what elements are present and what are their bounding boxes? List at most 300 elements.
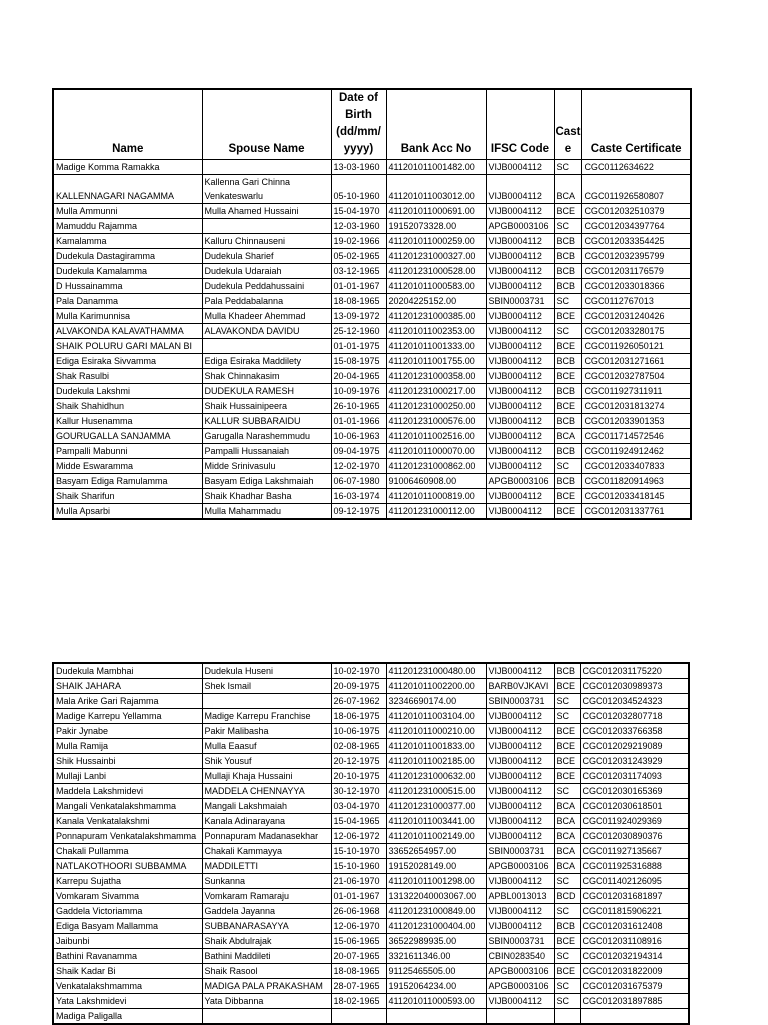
cell-spouse-name	[202, 339, 331, 354]
cell-date-of-birth: 01-01-1967	[331, 279, 386, 294]
cell-date-of-birth: 10-02-1970	[331, 663, 386, 679]
cell-name: Midde Eswaramma	[53, 459, 202, 474]
cell-date-of-birth: 25-12-1960	[331, 324, 386, 339]
cell-caste: BCE	[554, 489, 582, 504]
cell-bank-acc-no: 33652654957.00	[386, 844, 486, 859]
cell-date-of-birth: 09-04-1975	[331, 444, 386, 459]
cell-caste: BCE	[554, 204, 582, 219]
beneficiary-table-1	[52, 88, 692, 520]
cell-caste: BCA	[554, 859, 580, 874]
cell-caste-certificate: CGC012031108916	[580, 934, 689, 949]
cell-date-of-birth: 12-02-1970	[331, 459, 386, 474]
cell-name: Yata Lakshmidevi	[53, 994, 202, 1009]
table-row	[53, 264, 691, 279]
cell-ifsc-code: VIJB0004112	[486, 309, 554, 324]
cell-caste: BCA	[554, 844, 580, 859]
cell-bank-acc-no: 411201231000849.00	[386, 904, 486, 919]
cell-spouse-name	[202, 160, 331, 175]
cell-name: Madige Komma Ramakka	[53, 160, 202, 175]
cell-bank-acc-no: 411201231000250.00	[386, 399, 486, 414]
cell-ifsc-code: APGB0003106	[486, 474, 554, 489]
cell-name: Mulla Apsarbi	[53, 504, 202, 520]
cell-spouse-name: Kalluru Chinnauseni	[202, 234, 331, 249]
table-row	[53, 369, 691, 384]
cell-caste-certificate: CGC011926050121	[582, 339, 691, 354]
cell-ifsc-code: APBL0013013	[486, 889, 554, 904]
cell-spouse-name: Shak Chinnakasim	[202, 369, 331, 384]
table-row	[53, 459, 691, 474]
table-row	[53, 399, 691, 414]
cell-caste-certificate: CGC012033766358	[580, 724, 689, 739]
cell-ifsc-code: CBIN0283540	[486, 949, 554, 964]
cell-caste: SC	[554, 694, 580, 709]
cell-date-of-birth: 05-10-1960	[331, 175, 386, 204]
cell-caste-certificate: CGC011714572546	[582, 429, 691, 444]
cell-date-of-birth: 01-01-1967	[331, 889, 386, 904]
cell-caste: SC	[554, 874, 580, 889]
cell-name: Ediga Basyam Mallamma	[53, 919, 202, 934]
cell-name: KALLENNAGARI NAGAMMA	[53, 175, 202, 204]
cell-spouse-name: Basyam Ediga Lakshmaiah	[202, 474, 331, 489]
cell-caste-certificate	[580, 1009, 689, 1025]
cell-date-of-birth: 01-01-1975	[331, 339, 386, 354]
table-row	[53, 234, 691, 249]
cell-name: Kanala Venkatalakshmi	[53, 814, 202, 829]
cell-date-of-birth: 15-04-1970	[331, 204, 386, 219]
cell-caste-certificate: CGC012032194314	[580, 949, 689, 964]
cell-bank-acc-no: 411201011003012.00	[386, 175, 486, 204]
beneficiary-table-2	[52, 662, 690, 1025]
cell-spouse-name: Shaik Rasool	[202, 964, 331, 979]
cell-ifsc-code: VIJB0004112	[486, 754, 554, 769]
table-header-row	[53, 89, 691, 160]
cell-bank-acc-no: 411201011000070.00	[386, 444, 486, 459]
cell-spouse-name: Shik Yousuf	[202, 754, 331, 769]
cell-bank-acc-no: 411201231000515.00	[386, 784, 486, 799]
table-row	[53, 829, 689, 844]
cell-bank-acc-no: 411201231000480.00	[386, 663, 486, 679]
cell-date-of-birth: 10-09-1976	[331, 384, 386, 399]
cell-ifsc-code: VIJB0004112	[486, 429, 554, 444]
cell-caste-certificate: CGC011820914963	[582, 474, 691, 489]
header-bank-acc-no: Bank Acc No	[386, 89, 486, 160]
cell-ifsc-code	[486, 1009, 554, 1025]
cell-spouse-name: Pampalli Hussanaiah	[202, 444, 331, 459]
cell-spouse-name: Mulla Mahammadu	[202, 504, 331, 520]
cell-bank-acc-no: 3321611346.00	[386, 949, 486, 964]
cell-caste-certificate: CGC012033280175	[582, 324, 691, 339]
cell-date-of-birth: 03-12-1965	[331, 264, 386, 279]
table-row	[53, 204, 691, 219]
cell-caste: BCB	[554, 444, 582, 459]
cell-caste: BCE	[554, 934, 580, 949]
cell-caste: SC	[554, 709, 580, 724]
cell-caste-certificate: CGC011927311911	[582, 384, 691, 399]
cell-date-of-birth: 10-06-1975	[331, 724, 386, 739]
cell-bank-acc-no: 19152064234.00	[386, 979, 486, 994]
cell-caste: BCB	[554, 279, 582, 294]
cell-caste-certificate: CGC0112767013	[582, 294, 691, 309]
cell-name: Maddela Lakshmidevi	[53, 784, 202, 799]
cell-bank-acc-no: 411201231000112.00	[386, 504, 486, 520]
cell-name: SHAIK JAHARA	[53, 679, 202, 694]
cell-date-of-birth: 13-09-1972	[331, 309, 386, 324]
table-row	[53, 754, 689, 769]
table-row	[53, 964, 689, 979]
cell-name: Karrepu Sujatha	[53, 874, 202, 889]
cell-caste-certificate: CGC012031813274	[582, 399, 691, 414]
cell-ifsc-code: VIJB0004112	[486, 249, 554, 264]
cell-bank-acc-no: 411201011000259.00	[386, 234, 486, 249]
table-row	[53, 279, 691, 294]
cell-date-of-birth: 01-01-1966	[331, 414, 386, 429]
cell-name: Pakir Jynabe	[53, 724, 202, 739]
cell-ifsc-code: VIJB0004112	[486, 829, 554, 844]
cell-caste-certificate: CGC012033418145	[582, 489, 691, 504]
cell-caste: BCB	[554, 919, 580, 934]
cell-caste-certificate: CGC012031897885	[580, 994, 689, 1009]
cell-bank-acc-no: 411201231000327.00	[386, 249, 486, 264]
cell-name: Dudekula Kamalamma	[53, 264, 202, 279]
cell-caste: BCE	[554, 339, 582, 354]
cell-spouse-name: Garugalla Narashemmudu	[202, 429, 331, 444]
cell-caste-certificate: CGC0112634622	[582, 160, 691, 175]
cell-ifsc-code: VIJB0004112	[486, 324, 554, 339]
cell-name: Chakali Pullamma	[53, 844, 202, 859]
cell-caste: SC	[554, 784, 580, 799]
cell-bank-acc-no: 91125465505.00	[386, 964, 486, 979]
cell-date-of-birth: 20-09-1975	[331, 679, 386, 694]
cell-caste: BCE	[554, 369, 582, 384]
cell-caste: BCB	[554, 264, 582, 279]
table-row	[53, 414, 691, 429]
cell-date-of-birth: 20-04-1965	[331, 369, 386, 384]
cell-name: Gaddela Victoriamma	[53, 904, 202, 919]
cell-name: Basyam Ediga Ramulamma	[53, 474, 202, 489]
cell-caste: BCD	[554, 889, 580, 904]
cell-caste: BCE	[554, 754, 580, 769]
cell-name: Pampalli Mabunni	[53, 444, 202, 459]
cell-spouse-name: Vomkaram Ramaraju	[202, 889, 331, 904]
cell-spouse-name: Ediga Esiraka Maddilety	[202, 354, 331, 369]
cell-caste-certificate: CGC012031675379	[580, 979, 689, 994]
cell-name: Vomkaram Sivamma	[53, 889, 202, 904]
cell-caste: SC	[554, 324, 582, 339]
cell-name: GOURUGALLA SANJAMMA	[53, 429, 202, 444]
cell-bank-acc-no: 411201011001333.00	[386, 339, 486, 354]
cell-caste: BCA	[554, 429, 582, 444]
cell-name: D Hussainamma	[53, 279, 202, 294]
cell-caste: BCE	[554, 399, 582, 414]
cell-caste: SC	[554, 904, 580, 919]
cell-caste-certificate: CGC012031176579	[582, 264, 691, 279]
cell-spouse-name: MADDILETTI	[202, 859, 331, 874]
cell-caste: BCA	[554, 829, 580, 844]
cell-date-of-birth: 02-08-1965	[331, 739, 386, 754]
cell-caste: BCB	[554, 663, 580, 679]
cell-spouse-name: Kanala Adinarayana	[202, 814, 331, 829]
cell-date-of-birth: 12-03-1960	[331, 219, 386, 234]
cell-spouse-name: Pala Peddabalanna	[202, 294, 331, 309]
cell-name: Madige Karrepu Yellamma	[53, 709, 202, 724]
cell-spouse-name: Ponnapuram Madanasekhar	[202, 829, 331, 844]
cell-ifsc-code: VIJB0004112	[486, 663, 554, 679]
cell-name: SHAIK POLURU GARI MALAN BI	[53, 339, 202, 354]
cell-ifsc-code: SBIN0003731	[486, 294, 554, 309]
cell-ifsc-code: VIJB0004112	[486, 264, 554, 279]
cell-bank-acc-no: 36522989935.00	[386, 934, 486, 949]
cell-spouse-name: Shek Ismail	[202, 679, 331, 694]
cell-date-of-birth: 15-10-1970	[331, 844, 386, 859]
cell-spouse-name: MADIGA PALA PRAKASHAM	[202, 979, 331, 994]
cell-date-of-birth: 12-06-1972	[331, 829, 386, 844]
cell-spouse-name: Midde Srinivasulu	[202, 459, 331, 474]
cell-date-of-birth: 26-06-1968	[331, 904, 386, 919]
cell-ifsc-code: VIJB0004112	[486, 994, 554, 1009]
table-row	[53, 160, 691, 175]
cell-name: Ponnapuram Venkatalakshmamma	[53, 829, 202, 844]
cell-name: Dudekula Dastagiramma	[53, 249, 202, 264]
cell-spouse-name: Mulla Eaasuf	[202, 739, 331, 754]
table-row	[53, 709, 689, 724]
cell-caste-certificate: CGC012033018366	[582, 279, 691, 294]
cell-bank-acc-no: 411201011001833.00	[386, 739, 486, 754]
table-row	[53, 904, 689, 919]
cell-ifsc-code: VIJB0004112	[486, 784, 554, 799]
cell-ifsc-code: VIJB0004112	[486, 444, 554, 459]
cell-caste-certificate: CGC011815906221	[580, 904, 689, 919]
header-spouse-name: Spouse Name	[202, 89, 331, 160]
cell-spouse-name: ALAVAKONDA DAVIDU	[202, 324, 331, 339]
cell-spouse-name	[202, 1009, 331, 1025]
table-row	[53, 949, 689, 964]
cell-caste-certificate: CGC012034397764	[582, 219, 691, 234]
cell-ifsc-code: SBIN0003731	[486, 934, 554, 949]
cell-caste-certificate: CGC011927135667	[580, 844, 689, 859]
table-row	[53, 784, 689, 799]
cell-ifsc-code: VIJB0004112	[486, 459, 554, 474]
cell-caste: SC	[554, 219, 582, 234]
cell-ifsc-code: VIJB0004112	[486, 904, 554, 919]
cell-caste: SC	[554, 949, 580, 964]
cell-caste-certificate: CGC011924912462	[582, 444, 691, 459]
cell-spouse-name: Kallenna Gari Chinna Venkateswarlu	[202, 175, 331, 204]
cell-caste: SC	[554, 160, 582, 175]
cell-spouse-name: Dudekula Udaraiah	[202, 264, 331, 279]
table-row	[53, 844, 689, 859]
cell-ifsc-code: VIJB0004112	[486, 204, 554, 219]
header-caste: Cast e	[554, 89, 582, 160]
cell-spouse-name: Shaik Hussainipeera	[202, 399, 331, 414]
cell-caste-certificate: CGC011926580807	[582, 175, 691, 204]
cell-name: Dudekula Mambhai	[53, 663, 202, 679]
table-row	[53, 309, 691, 324]
table-row	[53, 474, 691, 489]
cell-ifsc-code: VIJB0004112	[486, 279, 554, 294]
cell-caste-certificate: CGC012030890376	[580, 829, 689, 844]
cell-bank-acc-no: 411201011002353.00	[386, 324, 486, 339]
cell-spouse-name	[202, 219, 331, 234]
table-row	[53, 504, 691, 520]
table-row	[53, 219, 691, 234]
cell-date-of-birth: 16-03-1974	[331, 489, 386, 504]
cell-ifsc-code: VIJB0004112	[486, 384, 554, 399]
cell-date-of-birth: 05-02-1965	[331, 249, 386, 264]
cell-ifsc-code: VIJB0004112	[486, 175, 554, 204]
cell-ifsc-code: VIJB0004112	[486, 399, 554, 414]
cell-name: Venkatalakshmamma	[53, 979, 202, 994]
header-ifsc-code: IFSC Code	[486, 89, 554, 160]
cell-name: Mulla Ramija	[53, 739, 202, 754]
cell-date-of-birth: 30-12-1970	[331, 784, 386, 799]
table-row	[53, 324, 691, 339]
table-row	[53, 249, 691, 264]
cell-name: Bathini Ravanamma	[53, 949, 202, 964]
cell-name: Pala Danamma	[53, 294, 202, 309]
cell-bank-acc-no: 411201011002516.00	[386, 429, 486, 444]
cell-ifsc-code: VIJB0004112	[486, 160, 554, 175]
cell-caste: SC	[554, 979, 580, 994]
cell-date-of-birth: 15-04-1965	[331, 814, 386, 829]
cell-bank-acc-no: 411201011002185.00	[386, 754, 486, 769]
cell-spouse-name: Gaddela Jayanna	[202, 904, 331, 919]
cell-caste-certificate: CGC012031822009	[580, 964, 689, 979]
table-row	[53, 889, 689, 904]
cell-name: Mala Arike Gari Rajamma	[53, 694, 202, 709]
cell-caste: BCB	[554, 474, 582, 489]
cell-caste-certificate: CGC012031175220	[580, 663, 689, 679]
cell-spouse-name: Bathini Maddileti	[202, 949, 331, 964]
cell-caste: BCE	[554, 964, 580, 979]
cell-bank-acc-no: 411201011003441.00	[386, 814, 486, 829]
table-row	[53, 444, 691, 459]
cell-name: Mulla Karimunnisa	[53, 309, 202, 324]
cell-ifsc-code: VIJB0004112	[486, 919, 554, 934]
table-row	[53, 994, 689, 1009]
cell-name: Kamalamma	[53, 234, 202, 249]
cell-bank-acc-no: 131322040003067.00	[386, 889, 486, 904]
cell-bank-acc-no: 91006460908.00	[386, 474, 486, 489]
cell-caste: BCE	[554, 724, 580, 739]
cell-caste-certificate: CGC012032787504	[582, 369, 691, 384]
cell-caste-certificate: CGC011924029369	[580, 814, 689, 829]
cell-name: ALVAKONDA KALAVATHAMMA	[53, 324, 202, 339]
table-row	[53, 874, 689, 889]
cell-bank-acc-no: 411201011000819.00	[386, 489, 486, 504]
cell-caste-certificate: CGC012030165369	[580, 784, 689, 799]
cell-caste-certificate: CGC012029219089	[580, 739, 689, 754]
cell-caste: BCE	[554, 769, 580, 784]
cell-caste-certificate: CGC012031174093	[580, 769, 689, 784]
cell-name: Madiga Paligalla	[53, 1009, 202, 1025]
cell-ifsc-code: VIJB0004112	[486, 814, 554, 829]
cell-date-of-birth: 18-08-1965	[331, 964, 386, 979]
cell-spouse-name: Sunkanna	[202, 874, 331, 889]
cell-caste-certificate: CGC012031243929	[580, 754, 689, 769]
cell-ifsc-code: VIJB0004112	[486, 874, 554, 889]
cell-date-of-birth: 15-08-1975	[331, 354, 386, 369]
table-row	[53, 724, 689, 739]
cell-bank-acc-no: 411201011000583.00	[386, 279, 486, 294]
cell-date-of-birth: 18-02-1965	[331, 994, 386, 1009]
cell-ifsc-code: VIJB0004112	[486, 234, 554, 249]
cell-spouse-name: Dudekula Huseni	[202, 663, 331, 679]
cell-date-of-birth: 06-07-1980	[331, 474, 386, 489]
cell-ifsc-code: VIJB0004112	[486, 504, 554, 520]
cell-date-of-birth: 10-06-1963	[331, 429, 386, 444]
cell-bank-acc-no: 411201011000210.00	[386, 724, 486, 739]
cell-date-of-birth: 13-03-1960	[331, 160, 386, 175]
cell-caste: BCB	[554, 249, 582, 264]
table-row	[53, 175, 691, 204]
cell-spouse-name: MADDELA CHENNAYYA	[202, 784, 331, 799]
cell-bank-acc-no: 411201011001755.00	[386, 354, 486, 369]
cell-caste-certificate: CGC011402126095	[580, 874, 689, 889]
cell-date-of-birth: 28-07-1965	[331, 979, 386, 994]
cell-caste-certificate: CGC012030989373	[580, 679, 689, 694]
cell-bank-acc-no: 20204225152.00	[386, 294, 486, 309]
cell-ifsc-code: APGB0003106	[486, 979, 554, 994]
cell-ifsc-code: VIJB0004112	[486, 739, 554, 754]
table-row	[53, 859, 689, 874]
table-row	[53, 739, 689, 754]
cell-caste: BCE	[554, 309, 582, 324]
cell-ifsc-code: VIJB0004112	[486, 354, 554, 369]
table-row	[53, 814, 689, 829]
cell-name: Shak Rasulbi	[53, 369, 202, 384]
cell-caste: BCE	[554, 679, 580, 694]
table-row	[53, 294, 691, 309]
cell-spouse-name: Shaik Abdulrajak	[202, 934, 331, 949]
table-row	[53, 919, 689, 934]
cell-bank-acc-no: 411201231000385.00	[386, 309, 486, 324]
table-row	[53, 354, 691, 369]
cell-name: Mullaji Lanbi	[53, 769, 202, 784]
cell-date-of-birth: 21-06-1970	[331, 874, 386, 889]
cell-caste-certificate: CGC012034524323	[580, 694, 689, 709]
cell-caste: BCB	[554, 354, 582, 369]
cell-spouse-name: Mullaji Khaja Hussaini	[202, 769, 331, 784]
cell-date-of-birth: 26-10-1965	[331, 399, 386, 414]
table-row	[53, 979, 689, 994]
cell-name: NATLAKOTHOORI SUBBAMMA	[53, 859, 202, 874]
cell-caste-certificate: CGC012031271661	[582, 354, 691, 369]
cell-caste: BCA	[554, 799, 580, 814]
cell-caste-certificate: CGC011925316888	[580, 859, 689, 874]
cell-date-of-birth: 18-08-1965	[331, 294, 386, 309]
cell-spouse-name: Chakali Kammayya	[202, 844, 331, 859]
cell-name: Shaik Kadar Bi	[53, 964, 202, 979]
cell-name: Dudekula Lakshmi	[53, 384, 202, 399]
cell-date-of-birth: 20-10-1975	[331, 769, 386, 784]
table-row	[53, 339, 691, 354]
cell-caste-certificate: CGC012033407833	[582, 459, 691, 474]
cell-caste-certificate: CGC012033901353	[582, 414, 691, 429]
cell-spouse-name: Mulla Ahamed Hussaini	[202, 204, 331, 219]
cell-ifsc-code: VIJB0004112	[486, 414, 554, 429]
header-caste-certificate: Caste Certificate	[582, 89, 691, 160]
cell-bank-acc-no: 411201011001298.00	[386, 874, 486, 889]
cell-date-of-birth: 26-07-1962	[331, 694, 386, 709]
cell-spouse-name: KALLUR SUBBARAIDU	[202, 414, 331, 429]
cell-date-of-birth: 18-06-1975	[331, 709, 386, 724]
cell-bank-acc-no: 19152028149.00	[386, 859, 486, 874]
cell-spouse-name: Yata Dibbanna	[202, 994, 331, 1009]
cell-spouse-name: Dudekula Peddahussaini	[202, 279, 331, 294]
cell-ifsc-code: VIJB0004112	[486, 369, 554, 384]
cell-caste: SC	[554, 459, 582, 474]
cell-bank-acc-no: 411201011001482.00	[386, 160, 486, 175]
